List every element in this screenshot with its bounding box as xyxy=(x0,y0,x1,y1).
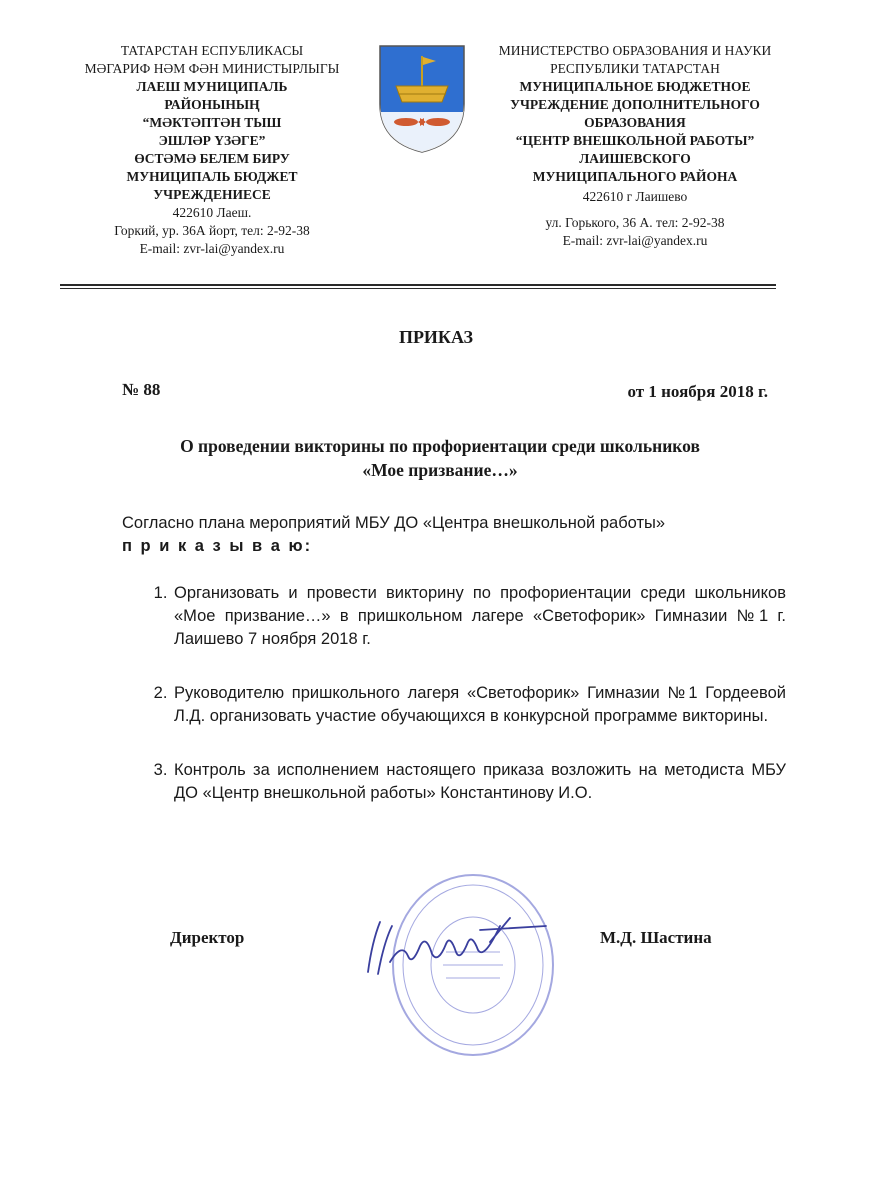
header-right-address: 422610 г Лаишево xyxy=(582,189,688,204)
header-right-line: МУНИЦИПАЛЬНОГО РАЙОНА xyxy=(532,169,738,184)
header-right-line: МУНИЦИПАЛЬНОЕ БЮДЖЕТНОЕ xyxy=(519,79,751,94)
header-divider-thin xyxy=(60,288,776,289)
header-left-line: “МӘКТӘПТӘН ТЫШ xyxy=(142,115,282,130)
header-right-line: РЕСПУБЛИКИ ТАТАРСТАН xyxy=(550,61,720,76)
order-item: 2. Руководителю пришкольного лагеря «Светофорик» Гимназии №1 Гордеевой Л.Д. организовать участие обучающихся в конкурсной программе викторины. xyxy=(172,682,786,728)
header-right-line: ОБРАЗОВАНИЯ xyxy=(584,115,686,130)
header-left-address: 422610 Лаеш. xyxy=(172,205,252,220)
signer-name: М.Д. Шастина xyxy=(600,928,712,947)
header-right-address: ул. Горького, 36 А. тел: 2-92-38 xyxy=(545,215,725,230)
header-left-block xyxy=(62,42,362,258)
subject-line: О проведении викторины по профориентации среди школьников xyxy=(180,436,700,456)
handwritten-signature xyxy=(350,912,550,982)
order-item: 3. Контроль за исполнением настоящего приказа возложить на методиста МБУ ДО «Центр внешкольной работы» Константинову И.О. xyxy=(172,759,786,805)
header-left-line: ЛАЕШ МУНИЦИПАЛЬ xyxy=(136,79,288,94)
header-right-email: E-mail: zvr-lai@yandex.ru xyxy=(562,233,708,248)
order-body xyxy=(122,512,786,836)
order-subject xyxy=(100,434,780,482)
order-items xyxy=(122,582,786,805)
subject-line: «Мое призвание…» xyxy=(362,460,518,480)
header-right-line: УЧРЕЖДЕНИЕ ДОПОЛНИТЕЛЬНОГО xyxy=(510,97,760,112)
order-word: п р и к а з ы в а ю: xyxy=(122,537,313,555)
header-left-line: РАЙОНЫНЫҢ xyxy=(164,97,260,112)
coat-of-arms-emblem xyxy=(376,42,468,154)
header-left-email: E-mail: zvr-lai@yandex.ru xyxy=(139,241,285,256)
order-number: № 88 xyxy=(122,380,161,399)
header-left-line: ТАТАРСТАН ЕСПУБЛИКАСЫ xyxy=(120,43,304,58)
header-divider xyxy=(60,284,776,286)
header-right-line: ЛАИШЕВСКОГО xyxy=(579,151,691,166)
order-date: от 1 ноября 2018 г. xyxy=(627,382,768,401)
header-left-line: УЧРЕЖДЕНИЕСЕ xyxy=(153,187,271,202)
document-title: ПРИКАЗ xyxy=(398,327,474,347)
order-item: 1. Организовать и провести викторину по профориентации среди школьников «Мое призвание…» в пришкольном лагере «Светофорик» Гимназии №1 г. Лаишево 7 ноября 2018 г. xyxy=(172,582,786,651)
intro-text: Согласно плана мероприятий МБУ ДО «Центра внешкольной работы» xyxy=(122,514,666,532)
header-left-line: МУНИЦИПАЛЬ БЮДЖЕТ xyxy=(126,169,298,184)
header-left-line: МӘГАРИФ НӘМ ФӘН МИНИСТЫРЛЫГЫ xyxy=(84,61,340,76)
header-left-address: Горкий, ур. 36А йорт, тел: 2-92-38 xyxy=(114,223,310,238)
header-right-line: “ЦЕНТР ВНЕШКОЛЬНОЙ РАБОТЫ” xyxy=(515,133,755,148)
signer-title: Директор xyxy=(170,928,245,947)
header-left-line: ӨСТӘМӘ БЕЛЕМ БИРУ xyxy=(134,151,290,166)
header-right-block xyxy=(470,42,800,250)
header-right-line: МИНИСТЕРСТВО ОБРАЗОВАНИЯ И НАУКИ xyxy=(498,43,772,58)
header-left-line: ЭШЛӘР ҮЗӘГЕ” xyxy=(158,133,266,148)
